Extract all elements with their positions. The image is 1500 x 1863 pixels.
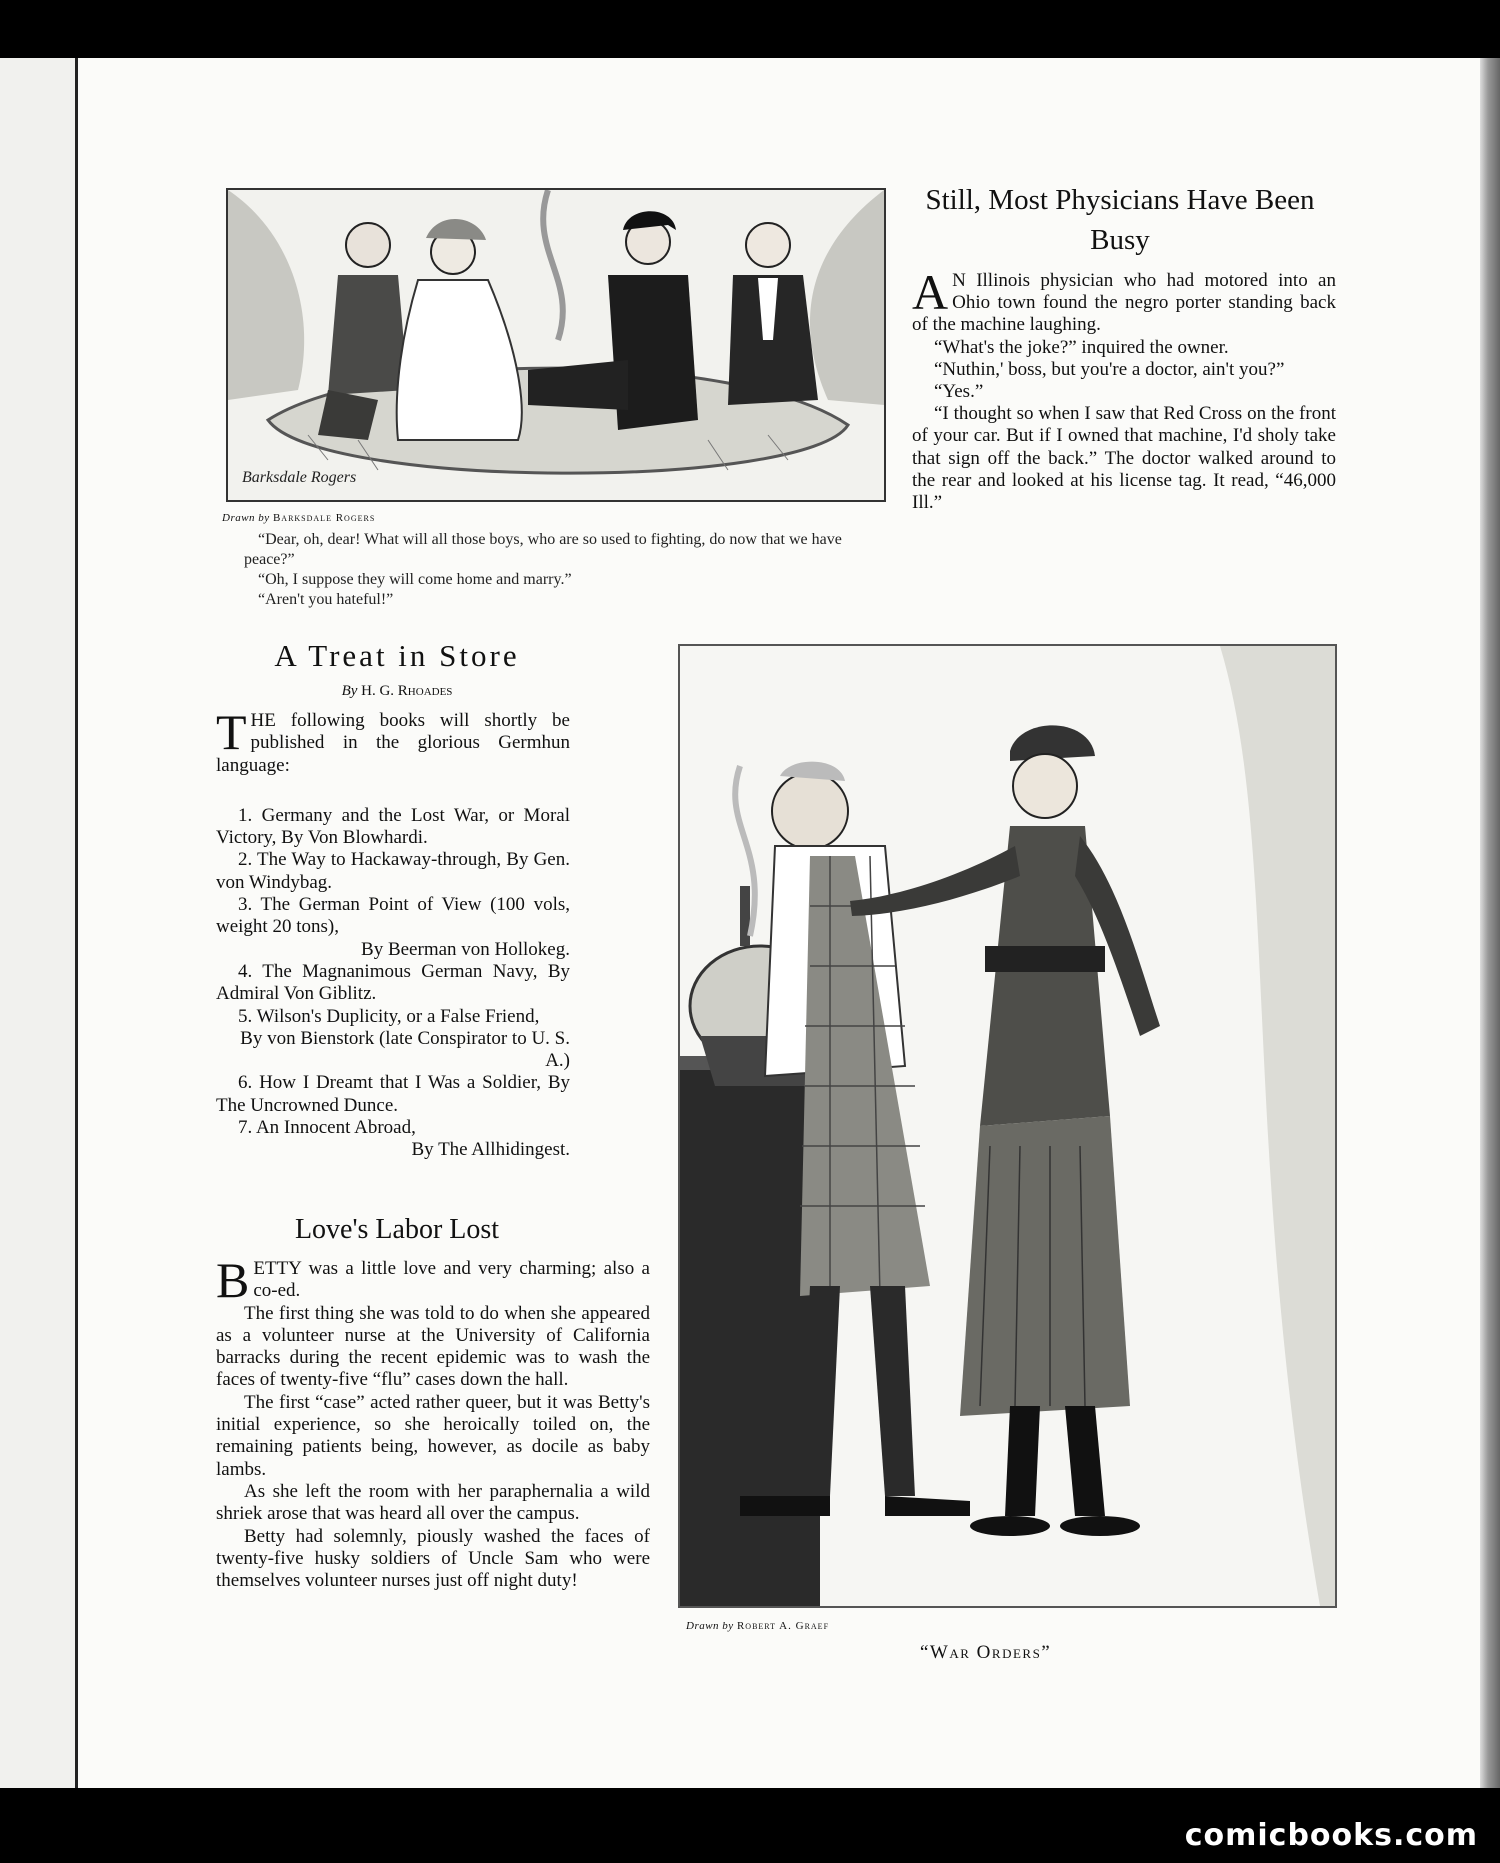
site-watermark: comicbooks.com [1184,1818,1478,1853]
credit-prefix: Drawn by [686,1620,734,1632]
dropcap: A [912,264,949,320]
book-list-item: 5. Wilson's Duplicity, or a False Friend, [238,1005,540,1027]
cartoon-illustration-couples [226,188,886,502]
book-list-item: 7. An Innocent Abroad, [238,1117,416,1139]
book-list-item: 2. The Way to Hackaway-through, By Gen. von Windybag. [216,849,570,893]
paragraph: As she left the room with her paraphernalia a wild shriek arose that was heard all over the campus. [216,1480,650,1525]
article-body-love [216,1252,650,1592]
book-list-author: By The Allhidingest. [411,1139,570,1161]
book-binding-gutter [0,58,78,1788]
war-orders-caption: “War Orders” [920,1642,1052,1663]
article-body-physicians [912,264,1336,514]
cartoon-drawing [228,190,884,500]
paragraph: Betty had solemnly, piously washed the faces of twenty-five husky soldiers of Uncle Sam who were themselves volunteer nurses just off night duty! [216,1525,650,1592]
cartoon-signature: Barksdale Rogers [242,469,357,486]
byline-prefix: By [341,683,358,699]
paragraph: “What's the joke?” inquired the owner. [934,336,1229,358]
caption-line: “Dear, oh, dear! What will all those boys, who are so used to fighting, do now that we have peace?” [244,531,842,568]
page-edge [1480,58,1500,1788]
credit-name: Barksdale Rogers [272,512,376,524]
war-orders-illustration [678,644,1337,1608]
book-list-author: By Beerman von Hollokeg. [361,938,570,960]
war-orders-credit [686,1620,829,1632]
caption-line: “Oh, I suppose they will come home and marry.” [258,571,572,588]
paragraph: The first thing she was told to do when she appeared as a volunteer nurse at the University of California barracks during the recent epidemic was to wash the faces of twenty-five “flu” cases down the hall. [216,1302,650,1391]
article-body-treat [216,704,570,1162]
war-orders-drawing [680,646,1335,1606]
credit-prefix: Drawn by [222,512,270,524]
paragraph: The first “case” acted rather queer, but it was Betty's initial experience, so she heroically toiled on, the remaining patients being, however, as docile as baby lambs. [216,1391,650,1480]
paragraph: “Nuthin,' boss, but you're a doctor, ain't you?” [934,358,1285,380]
paragraph: ETTY was a little love and very charming; also a co-ed. [253,1258,650,1302]
dropcap: T [216,704,247,760]
byline-name: H. G. Rhoades [361,683,453,699]
book-list-author: By von Bienstork (late Conspirator to U. S. A.) [240,1027,570,1072]
paragraph: N Illinois physician who had motored into an Ohio town found the negro porter standing back of the machine laughing. [912,270,1336,336]
article-title-physicians: Still, Most Physicians Have Been Busy [925,184,1315,256]
book-list-item: 1. Germany and the Lost War, or Moral Victory, By Von Blowhardi. [216,804,570,849]
intro: HE following books will shortly be published in the glorious Germhun language: [216,710,570,776]
book-list-item: 4. The Magnanimous German Navy, By Admiral Von Giblitz. [216,960,570,1005]
article-title-love: Love's Labor Lost [294,1214,500,1245]
byline [222,683,572,700]
paragraph: “Yes.” [934,381,984,403]
book-list-item: 3. The German Point of View (100 vols, weight 20 tons), [216,894,570,938]
dropcap: B [216,1252,250,1308]
caption-line: “Aren't you hateful!” [258,591,394,608]
article-title-treat: A Treat in Store [274,638,520,673]
cartoon-credit [222,512,375,524]
book-list-item: 6. How I Dreamt that I Was a Soldier, By The Uncrowned Dunce. [216,1072,570,1116]
cartoon-caption [244,530,874,610]
credit-name: Robert A. Graef [736,1620,830,1632]
paragraph: “I thought so when I saw that Red Cross on the front of your car. But if I owned that machine, I'd sholy take that sign off the back.” The doctor walked around to the rear and looked at his license tag. It read, “46,000 Ill.” [912,403,1336,514]
